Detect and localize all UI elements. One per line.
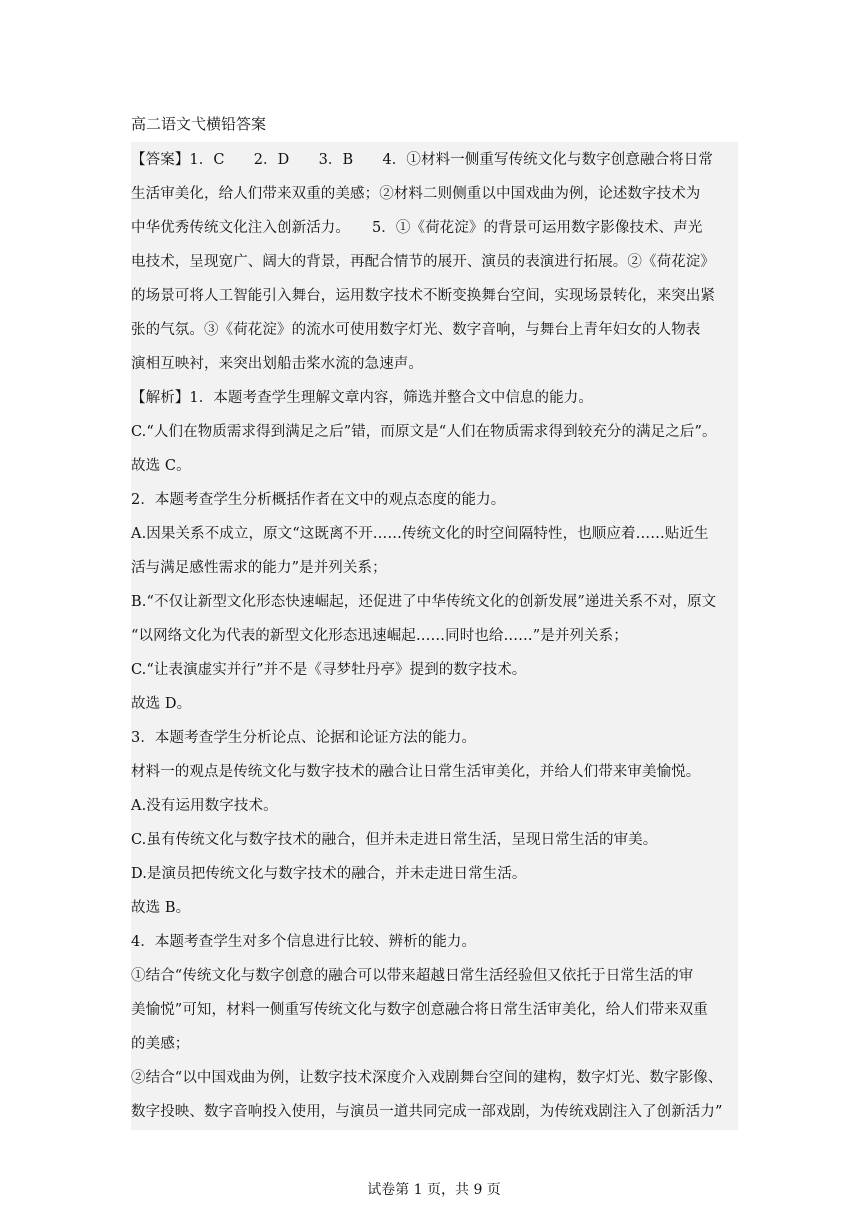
text-line-21: C.虽有传统文化与数字技术的融合，但并未走进日常生活，呈现日常生活的审美。: [131, 832, 658, 848]
text-line-9: C.“人们在物质需求得到满足之后”错，而原文是“人们在物质需求得到较充分的满足之后”。: [131, 424, 717, 440]
text-line-28: ②结合“以中国戏曲为例，让数字技术深度介入戏剧舞台空间的建构，数字灯光、数字影像、: [131, 1070, 723, 1086]
text-line-26: 美愉悦”可知，材料一侧重写传统文化与数字创意融合将日常生活审美化，给人们带来双重: [131, 1002, 708, 1018]
text-line-25: ①结合“传统文化与数字创意的融合可以带来超越日常生活经验但又依托于日常生活的审: [131, 968, 694, 984]
text-line-4: 电技术，呈现宽广、阔大的背景，再配合情节的展开、演员的表演进行拓展。②《荷花淀》: [131, 254, 715, 270]
text-line-29: 数字投映、数字音响投入使用，与演员一道共同完成一部戏剧，为传统戏剧注入了创新活力”: [131, 1104, 723, 1120]
text-line-16: C.“让表演虚实并行”并不是《寻梦牡丹亭》提到的数字技术。: [131, 662, 527, 678]
text-line-13: 活与满足感性需求的能力”是并列关系；: [131, 560, 387, 576]
text-line-7: 演相互映衬，来突出划船击桨水流的急速声。: [131, 356, 423, 372]
text-line-3: 中华优秀传统文化注入创新活力。 5．①《荷花淀》的背景可运用数字影像技术、声光: [131, 220, 703, 236]
text-line-15: “以网络文化为代表的新型文化形态迅速崛起……同时也给……”是并列关系；: [131, 628, 628, 644]
text-line-11: 2．本题考查学生分析概括作者在文中的观点态度的能力。: [131, 492, 506, 508]
text-line-10: 故选 C。: [131, 458, 191, 474]
text-line-27: 的美感；: [131, 1036, 190, 1052]
text-line-24: 4．本题考查学生对多个信息进行比较、辨析的能力。: [131, 934, 477, 950]
text-line-18: 3．本题考查学生分析论点、论据和论证方法的能力。: [131, 730, 477, 746]
answer-text-block: [131, 142, 738, 1130]
text-line-22: D.是演员把传统文化与数字技术的融合，并未走进日常生活。: [131, 866, 527, 882]
page-title: 高二语文弋横铅答案: [131, 115, 267, 133]
page-footer: 试卷第 1 页，共 9 页: [367, 1182, 501, 1198]
text-line-19: 材料一的观点是传统文化与数字技术的融合让日常生活审美化，并给人们带来审美愉悦。: [131, 764, 701, 780]
text-line-12: A.因果关系不成立，原文“这既离不开……传统文化的时空间隔特性，也顺应着……贴近生: [131, 526, 709, 542]
text-line-1: 【答案】1．C 2．D 3．B 4．①材料一侧重写传统文化与数字创意融合将日常: [131, 152, 713, 168]
text-line-23: 故选 B。: [131, 900, 191, 916]
text-line-17: 故选 D。: [131, 696, 192, 712]
text-line-8: 【解析】1．本题考查学生理解文章内容，筛选并整合文中信息的能力。: [131, 390, 593, 406]
text-line-5: 的场景可将人工智能引入舞台，运用数字技术不断变换舞台空间，实现场景转化，来突出紧: [131, 288, 715, 304]
text-line-2: 生活审美化，给人们带来双重的美感；②材料二则侧重以中国戏曲为例，论述数字技术为: [131, 186, 701, 202]
text-line-6: 张的气氛。③《荷花淀》的流水可使用数字灯光、数字音响，与舞台上青年妇女的人物表: [131, 322, 701, 338]
text-line-20: A.没有运用数字技术。: [131, 798, 278, 814]
text-line-14: B.“不仅让新型文化形态快速崛起，还促进了中华传统文化的创新发展”递进关系不对，原文: [131, 594, 717, 610]
